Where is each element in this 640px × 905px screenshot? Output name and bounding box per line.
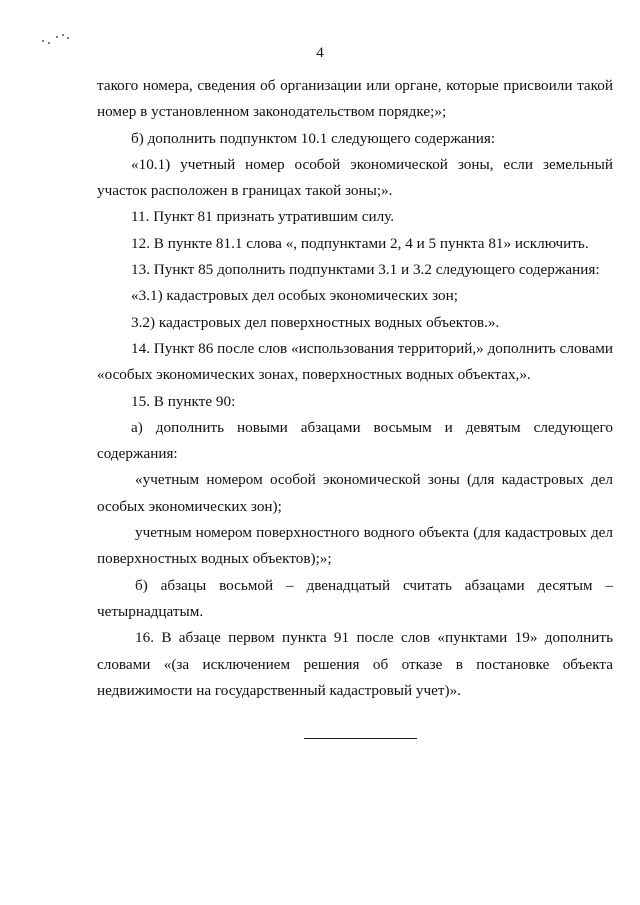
text-line: поверхностных водных объектов);»; (97, 550, 332, 568)
text-line: «10.1) учетный номер особой экономической зоны, если земельный (131, 155, 613, 173)
paragraph (97, 310, 613, 336)
text-line: номер в установленном законодательством порядке;»; (97, 103, 447, 121)
page-number: 4 (316, 45, 324, 61)
document-body (97, 73, 613, 704)
paragraph (97, 257, 613, 283)
paragraph (97, 126, 613, 152)
paragraph (97, 73, 613, 126)
text-line: «особых экономических зонах, поверхностных водных объектах,». (97, 366, 531, 384)
paragraph (97, 231, 613, 257)
paragraph (97, 520, 613, 573)
text-line: 13. Пункт 85 дополнить подпунктами 3.1 и 3.2 следующего содержания: (131, 261, 600, 279)
paragraph (97, 152, 613, 205)
paragraph (97, 389, 613, 415)
text-line: б) абзацы восьмой – двенадцатый считать абзацами десятым – (135, 576, 613, 594)
text-line: участок расположен в границах такой зоны;». (97, 182, 393, 200)
text-line: недвижимости на государственный кадастровый учет)». (97, 681, 461, 699)
text-line: 14. Пункт 86 после слов «использования территорий,» дополнить словами (131, 339, 613, 357)
paragraph (97, 204, 613, 230)
paragraph (97, 467, 613, 520)
paragraph (97, 283, 613, 309)
text-line: 15. В пункте 90: (131, 392, 236, 410)
text-line: словами «(за исключением решения об отказе в постановке объекта (97, 655, 613, 673)
paragraph (97, 573, 613, 626)
closing-rule (304, 738, 417, 739)
text-line: 16. В абзаце первом пункта 91 после слов «пунктами 19» дополнить (135, 629, 613, 647)
paragraph (97, 625, 613, 704)
text-line: «учетным номером особой экономической зоны (для кадастровых дел (135, 471, 613, 489)
text-line: б) дополнить подпунктом 10.1 следующего содержания: (131, 129, 496, 147)
text-line: содержания: (97, 445, 178, 463)
text-line: 11. Пункт 81 признать утратившим силу. (131, 208, 395, 226)
text-line: четырнадцатым. (97, 602, 204, 620)
paragraph (97, 336, 613, 389)
text-line: особых экономических зон); (97, 497, 282, 515)
paragraph (97, 415, 613, 468)
text-line: 3.2) кадастровых дел поверхностных водных объектов.». (131, 313, 500, 331)
text-line: 12. В пункте 81.1 слова «, подпунктами 2, 4 и 5 пункта 81» исключить. (131, 234, 589, 252)
text-line: а) дополнить новыми абзацами восьмым и девятым следующего (131, 418, 613, 436)
text-line: «3.1) кадастровых дел особых экономических зон; (131, 287, 458, 305)
text-line: учетным номером поверхностного водного объекта (для кадастровых дел (135, 524, 613, 542)
text-line: такого номера, сведения об организации или органе, которые присвоили такой (97, 77, 613, 94)
